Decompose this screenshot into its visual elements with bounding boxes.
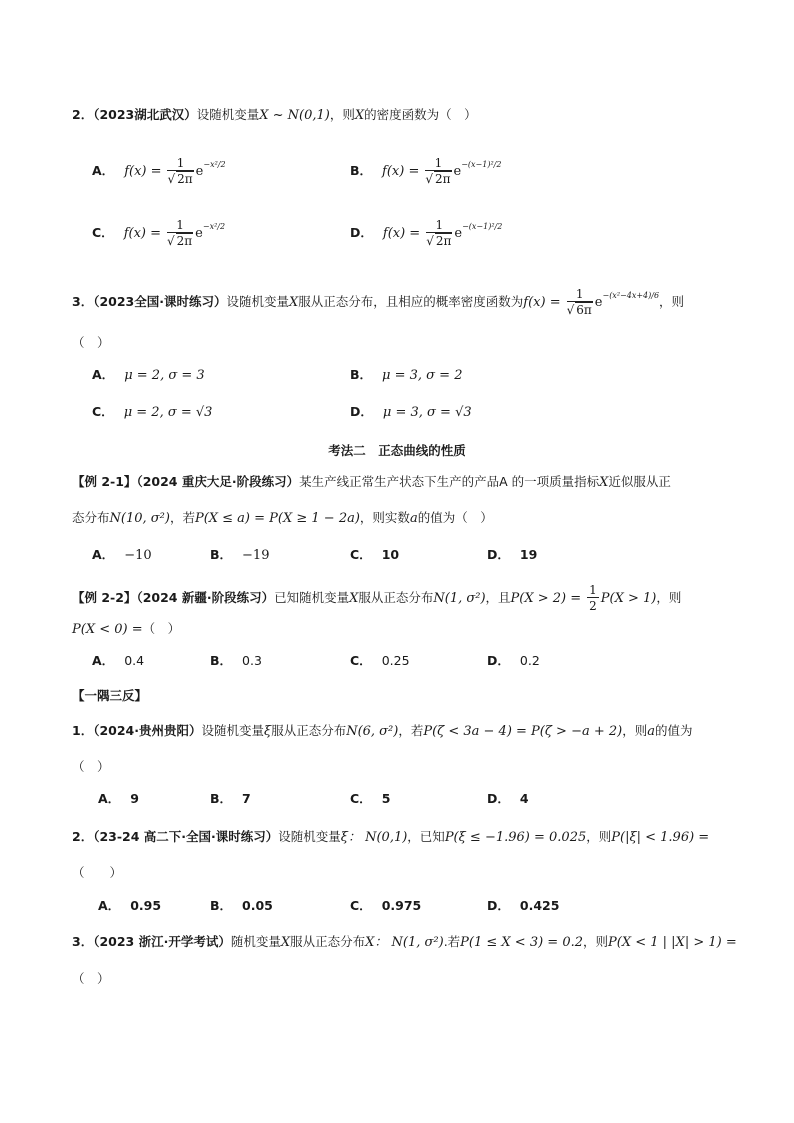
math-expr: P(X > 2) = <box>510 591 582 606</box>
stem-text: .若 <box>443 934 461 949</box>
math-var: ξ <box>340 830 348 845</box>
q2-option-d[interactable] <box>350 218 502 249</box>
fraction-denominator: √ 2π <box>426 234 452 248</box>
math-expr: N(6, σ²) <box>346 724 399 739</box>
math-var: X <box>599 475 609 490</box>
stem-text: 随机变量 <box>230 934 281 949</box>
fraction-numerator: 1 <box>167 156 193 171</box>
fraction <box>426 218 452 249</box>
exp-base: e <box>195 164 204 179</box>
stem-text: 服从正态分布，且相应的概率密度函数为 <box>298 294 524 309</box>
q3-paren <box>72 334 110 352</box>
q2-option-c[interactable] <box>92 218 225 249</box>
p1-option-a[interactable] <box>98 790 139 808</box>
question-source: （2024·贵州贵阳） <box>93 723 202 738</box>
option-text: 0.425 <box>519 898 560 913</box>
stem-text: ，则 <box>586 829 612 844</box>
option-text: 0.2 <box>519 653 540 668</box>
option-text: −10 <box>124 548 152 563</box>
fraction <box>587 583 599 614</box>
stem-text: 服从正态分布 <box>271 723 347 738</box>
option-label: A． <box>92 653 115 668</box>
exponent: −(x²−4x+4)/6 <box>602 291 660 300</box>
fraction-denominator: √ 2π <box>425 172 451 186</box>
question-source: （23-24 高二下·全国·课时练习） <box>93 829 279 844</box>
ex21-option-c[interactable] <box>350 546 399 564</box>
q3-option-a[interactable] <box>92 366 205 385</box>
option-label: B． <box>210 791 233 806</box>
math-var: X <box>349 591 359 606</box>
option-label: B． <box>210 547 233 562</box>
option-text: 5 <box>381 791 391 806</box>
p3-stem <box>72 933 737 952</box>
option-text: 0.25 <box>381 653 410 668</box>
fraction-denominator: √ 2π <box>166 234 193 248</box>
math-expr: P(|ξ| < 1.96) = <box>611 830 710 845</box>
sqrt-radicand: 2π <box>176 234 193 248</box>
option-label: D． <box>487 653 510 668</box>
option-text: 0.975 <box>381 898 422 913</box>
stem-text: 态分布 <box>72 510 110 525</box>
option-label: D． <box>350 225 373 240</box>
stem-text: 某生产线正常生产状态下生产的产品A 的一项质量指标 <box>299 474 600 489</box>
ex22-option-a[interactable] <box>92 652 144 670</box>
math-expr: P(1 ≤ X < 3) = 0.2 <box>460 935 584 950</box>
stem-text: ，则 <box>583 934 609 949</box>
fraction-denominator: √ 2π <box>167 172 193 186</box>
option-text: 9 <box>130 791 139 806</box>
option-label: A． <box>98 791 121 806</box>
stem-text: 服从正态分布 <box>290 934 366 949</box>
example-tag: 【例 2-1】 <box>72 474 137 489</box>
math-expr: P(X < 0) = <box>72 622 143 637</box>
stem-text: ，则实数 <box>359 510 410 525</box>
option-label: C． <box>92 225 114 240</box>
stem-text: ，则 <box>622 723 648 738</box>
math-expr: ： N(0,1) <box>347 830 408 845</box>
math-var: X <box>280 935 291 950</box>
stem-text: 的值为（ ） <box>417 510 493 525</box>
fraction-numerator: 1 <box>425 156 451 171</box>
q2-stem <box>72 106 477 125</box>
practice-heading: 【一隅三反】 <box>72 688 148 703</box>
stem-text: 的密度函数为（ ） <box>364 107 477 122</box>
math-expr: P(ξ ≤ −1.96) = 0.025 <box>444 830 587 845</box>
question-number: 3． <box>72 294 94 309</box>
question-number: 3． <box>72 934 94 949</box>
stem-text: ，则 <box>659 294 685 309</box>
p2-option-d[interactable] <box>487 897 559 915</box>
option-label: A． <box>92 367 115 382</box>
stem-text: ，已知 <box>407 829 445 844</box>
math-var: a <box>647 724 656 739</box>
q2-option-a[interactable] <box>92 156 226 187</box>
option-label: D． <box>350 404 373 419</box>
p3-paren: （ ） <box>72 971 110 986</box>
exponent: −(x−1)²/2 <box>461 160 502 169</box>
option-label: A． <box>92 547 115 562</box>
ex22-option-b[interactable] <box>210 652 262 670</box>
fraction <box>425 156 451 187</box>
fraction-denominator: √ 6π <box>566 303 592 317</box>
sqrt-radicand: 6π <box>576 303 592 317</box>
math-var: X <box>289 295 299 310</box>
stem-text: ，且 <box>485 590 511 605</box>
math-expr: P(ζ < 3a − 4) = P(ζ > −a + 2) <box>423 724 623 739</box>
math-var: X <box>354 108 365 123</box>
ex21-option-b[interactable] <box>210 546 269 565</box>
ex21-option-a[interactable] <box>92 546 152 565</box>
math-expr: N(1, σ²) <box>433 591 486 606</box>
stem-text: ，则 <box>329 107 355 122</box>
math-expr: X： N(1, σ²) <box>365 935 444 950</box>
answer-paren: （ ） <box>72 335 110 350</box>
ex21-line1 <box>72 473 671 492</box>
math-lhs: f(x) = <box>523 295 561 310</box>
option-text: −19 <box>242 548 270 563</box>
question-number: 1． <box>72 723 94 738</box>
question-source: （2023湖北武汉） <box>93 107 197 122</box>
example-tag: 【例 2-2】 <box>72 590 137 605</box>
exponent: −(x−1)²/2 <box>462 222 503 231</box>
option-text: 10 <box>381 547 400 562</box>
option-text: 0.3 <box>242 653 262 668</box>
exp-base: e <box>594 295 603 310</box>
ex22-option-c[interactable] <box>350 652 410 670</box>
q2-option-b[interactable] <box>350 156 501 187</box>
exp-base: e <box>195 226 203 241</box>
sqrt-radicand: 2π <box>435 234 452 248</box>
option-text: 0.05 <box>242 898 273 913</box>
option-label: B． <box>210 653 233 668</box>
q3-option-c[interactable] <box>92 403 212 422</box>
fraction-denominator: 2 <box>589 599 597 613</box>
q3-stem <box>72 287 684 318</box>
q3-option-b[interactable] <box>350 366 462 385</box>
math-lhs: f(x) = <box>382 164 420 179</box>
option-label: A． <box>92 163 115 178</box>
option-text: μ = 2, σ = 3 <box>124 368 205 383</box>
math-var: a <box>409 511 418 526</box>
option-label: C． <box>350 898 372 913</box>
p1-option-d[interactable] <box>487 790 529 808</box>
stem-text: 设随机变量 <box>226 294 290 309</box>
option-text: μ = 3, σ = 2 <box>382 368 463 383</box>
fraction-numerator: 1 <box>426 218 452 233</box>
math-expr: P(X > 1) <box>600 591 657 606</box>
question-source: （2023全国·课时练习） <box>93 294 227 309</box>
p1-paren: （ ） <box>72 759 110 774</box>
option-label: D． <box>487 547 510 562</box>
stem-text: 设随机变量 <box>201 723 265 738</box>
option-label: D． <box>487 898 510 913</box>
math-expr: X ~ N(0,1) <box>259 108 330 123</box>
fraction <box>167 218 193 249</box>
ex22-line1 <box>72 583 681 614</box>
fraction-numerator: 1 <box>167 218 193 233</box>
sqrt-radicand: 2π <box>177 172 193 186</box>
section-title: 考法二 正态曲线的性质 <box>328 443 466 458</box>
question-source: （2024 新疆·阶段练习） <box>136 590 275 605</box>
option-text: 4 <box>519 791 529 806</box>
question-number: 2． <box>72 107 94 122</box>
p2-option-b[interactable] <box>210 897 273 915</box>
math-var: ξ <box>264 724 272 739</box>
answer-paren: （ ） <box>142 621 181 636</box>
option-text: μ = 3, σ = √3 <box>382 405 472 420</box>
q3-option-d[interactable] <box>350 403 472 422</box>
p1-option-c[interactable] <box>350 790 390 808</box>
exponent: −x²/2 <box>202 222 226 231</box>
stem-text: 设随机变量 <box>196 107 260 122</box>
option-text: μ = 2, σ = √3 <box>123 405 213 420</box>
fraction <box>567 287 593 318</box>
option-label: B． <box>210 898 233 913</box>
question-source: （2024 重庆大足·阶段练习） <box>136 474 300 489</box>
p1-stem <box>72 722 693 741</box>
math-lhs: f(x) = <box>123 226 161 241</box>
math-expr: P(X < 1 | |X| > 1) = <box>608 935 737 950</box>
p2-option-c[interactable] <box>350 897 421 915</box>
fraction-numerator: 1 <box>567 287 593 302</box>
exp-base: e <box>453 164 462 179</box>
option-label: C． <box>350 791 372 806</box>
ex21-line2 <box>72 509 493 528</box>
ex22-option-d[interactable] <box>487 652 540 670</box>
stem-text: ，若 <box>169 510 195 525</box>
fraction-numerator: 1 <box>589 583 597 597</box>
option-text: 19 <box>519 547 538 562</box>
option-label: B． <box>350 163 373 178</box>
option-label: A． <box>98 898 121 913</box>
p2-paren: （ ） <box>72 865 123 880</box>
stem-text: 近似服从正 <box>608 474 671 489</box>
math-lhs: f(x) = <box>124 164 162 179</box>
p2-stem <box>72 828 709 847</box>
option-label: D． <box>487 791 510 806</box>
math-expr: P(X ≤ a) = P(X ≥ 1 − 2a) <box>194 511 360 526</box>
option-text: 0.95 <box>130 898 162 913</box>
ex21-option-d[interactable] <box>487 546 537 564</box>
stem-text: ，则 <box>656 590 682 605</box>
stem-text: 设随机变量 <box>278 829 341 844</box>
p1-option-b[interactable] <box>210 790 251 808</box>
stem-text: 已知随机变量 <box>274 590 350 605</box>
question-source: （2023 浙江·开学考试） <box>93 934 231 949</box>
exponent: −x²/2 <box>203 160 226 169</box>
fraction <box>167 156 193 187</box>
stem-text: ，若 <box>398 723 424 738</box>
stem-text: 的值为 <box>655 723 693 738</box>
math-lhs: f(x) = <box>382 226 421 241</box>
option-label: C． <box>350 547 372 562</box>
ex22-line2 <box>72 620 180 639</box>
sqrt-radicand: 2π <box>434 172 451 186</box>
p2-option-a[interactable] <box>98 897 161 915</box>
exp-base: e <box>454 226 463 241</box>
option-label: C． <box>350 653 372 668</box>
math-expr: N(10, σ²) <box>109 511 170 526</box>
option-text: 7 <box>242 791 251 806</box>
stem-text: 服从正态分布 <box>358 590 434 605</box>
option-text: 0.4 <box>124 653 145 668</box>
question-number: 2． <box>72 829 94 844</box>
option-label: B． <box>350 367 373 382</box>
option-label: C． <box>92 404 114 419</box>
